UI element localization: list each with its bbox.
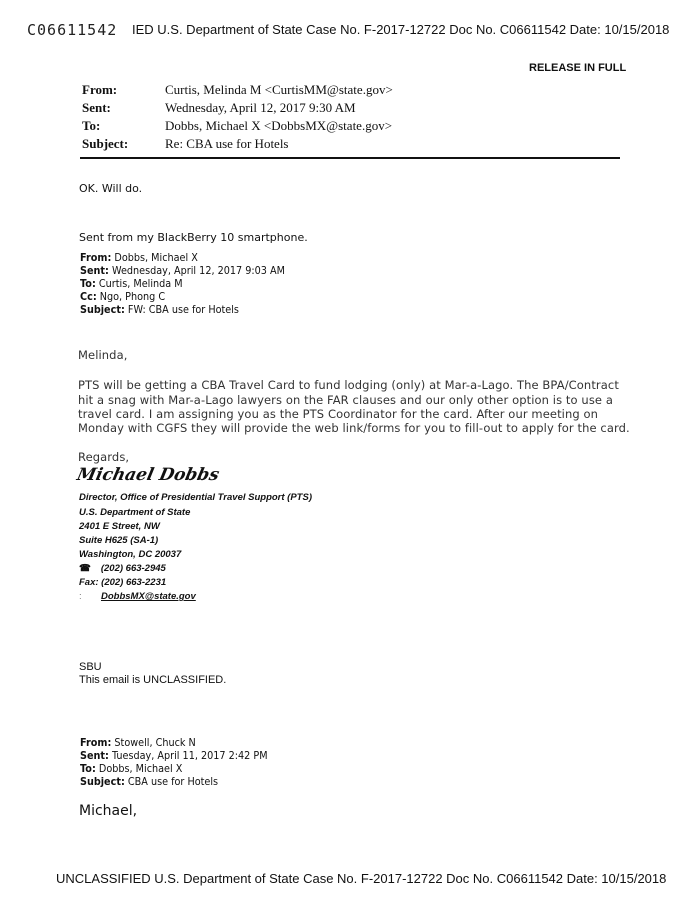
reply-body: OK. Will do. [79, 182, 143, 195]
header-divider [80, 157, 620, 159]
fwd2-greeting: Michael, [79, 803, 138, 819]
from-label: From: [82, 82, 118, 97]
release-status: RELEASE IN FULL [529, 62, 627, 74]
letter-line: PTS will be getting a CBA Travel Card to fund lodging (only) at Mar-a-Lago. The BPA/Contract [78, 378, 619, 392]
to-label: To: [82, 118, 101, 133]
sbu-label: SBU [79, 661, 102, 673]
subject-value: Re: CBA use for Hotels [165, 136, 289, 151]
fwd1-to: To: Curtis, Melinda M [80, 278, 183, 290]
fwd2-subject: Subject: CBA use for Hotels [80, 776, 219, 788]
classification-note: This email is UNCLASSIFIED. [79, 674, 227, 686]
letter-greeting: Melinda, [78, 348, 128, 362]
phone-icon: ☎ [79, 563, 91, 574]
handwritten-signature [75, 462, 221, 486]
letter-line: travel card. I am assigning you as the PTS Coordinator for the card. After our meeting on [78, 407, 599, 421]
sent-value: Wednesday, April 12, 2017 9:30 AM [165, 100, 356, 115]
fwd2-to: To: Dobbs, Michael X [80, 763, 183, 775]
from-value: Curtis, Melinda M <CurtisMM@state.gov> [165, 82, 393, 97]
sig-email-line [79, 591, 196, 602]
fwd2-from: From: Stowell, Chuck N [80, 737, 196, 749]
sig-phone: ☎ (202) 663-2945 [79, 563, 166, 574]
letter-closing: Regards, [78, 450, 130, 464]
sig-org: U.S. Department of State [79, 507, 191, 518]
sig-email-link[interactable]: DobbsMX@state.gov [101, 591, 196, 602]
letter-line: Monday with CGFS they will provide the web link/forms for you to fill-out to apply for the card. [78, 421, 630, 435]
bullet-icon: : [79, 591, 82, 602]
sig-street: 2401 E Street, NW [79, 521, 160, 532]
sent-from-line: Sent from my BlackBerry 10 smartphone. [79, 231, 308, 244]
sig-suite: Suite H625 (SA-1) [79, 535, 159, 546]
sig-fax: Fax: (202) 663-2231 [79, 577, 167, 588]
subject-label: Subject: [82, 136, 129, 151]
fwd1-from: From: Dobbs, Michael X [80, 252, 198, 264]
sig-title: Director, Office of Presidential Travel Support (PTS) [79, 492, 312, 503]
to-value: Dobbs, Michael X <DobbsMX@state.gov> [165, 118, 393, 133]
fwd1-cc: Cc: Ngo, Phong C [80, 291, 166, 303]
sig-city: Washington, DC 20037 [79, 549, 182, 560]
document-id: C06611542 [27, 21, 118, 39]
fwd1-subject: Subject: FW: CBA use for Hotels [80, 304, 239, 316]
case-header: IED U.S. Department of State Case No. F-2017-12722 Doc No. C06611542 Date: 10/15/2018 [132, 22, 670, 37]
fwd1-sent: Sent: Wednesday, April 12, 2017 9:03 AM [80, 265, 285, 277]
letter-line: hit a snag with Mar-a-Lago lawyers on the FAR clauses and our only other option is to use a [78, 393, 613, 407]
page-footer: UNCLASSIFIED U.S. Department of State Case No. F-2017-12722 Doc No. C06611542 Date: 10/15/2018 [56, 871, 667, 886]
sent-label: Sent: [82, 100, 111, 115]
signature-text: Michael Dobbs [75, 465, 221, 485]
fwd2-sent: Sent: Tuesday, April 11, 2017 2:42 PM [80, 750, 268, 762]
